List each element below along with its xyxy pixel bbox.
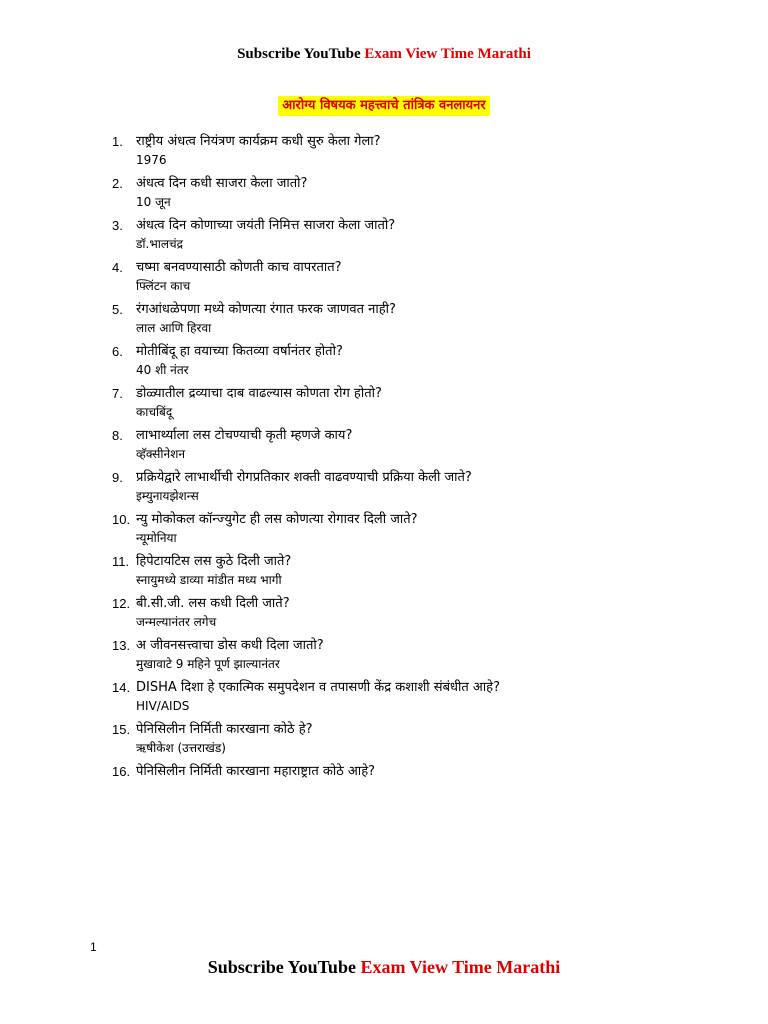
list-item (112, 300, 752, 336)
answer: 10 जून (136, 195, 171, 209)
question (112, 342, 752, 362)
list-item (112, 468, 752, 504)
list-item (112, 258, 752, 294)
list-item (112, 342, 752, 378)
question-text: हिपेटायटिस लस कुठे दिली जाते? (136, 554, 292, 569)
question (112, 678, 752, 698)
question-number: 6. (112, 344, 123, 359)
question-number: 8. (112, 428, 123, 443)
list-item (112, 552, 752, 588)
question-number: 16. (112, 764, 131, 779)
answer: ऋषीकेश (उत्तराखंड) (136, 741, 226, 755)
question-list (112, 132, 752, 782)
question-number: 9. (112, 470, 123, 485)
answer: जन्मल्यानंतर लगेच (136, 615, 217, 629)
question-text: पेनिसिलीन निर्मिती कारखाना कोठे हे? (136, 722, 313, 737)
question-number: 2. (112, 176, 123, 191)
question (112, 174, 752, 194)
answer: 40 शी नंतर (136, 363, 189, 377)
question-number: 13. (112, 638, 131, 653)
question (112, 384, 752, 404)
list-item (112, 636, 752, 672)
question (112, 594, 752, 614)
question (112, 426, 752, 446)
question-number: 15. (112, 722, 131, 737)
question-number: 10. (112, 512, 131, 527)
answer: फ्लिंटन काच (136, 279, 191, 293)
question-number: 1. (112, 134, 123, 149)
document-title: आरोग्य विषयक महत्त्वाचे तांत्रिक वनलायनर (278, 96, 489, 116)
answer: 1976 (136, 153, 167, 167)
list-item (112, 216, 752, 252)
header-channel: Exam View Time Marathi (364, 46, 531, 62)
list-item (112, 426, 752, 462)
answer: मुखावाटे 9 महिने पूर्ण झाल्यानंतर (136, 657, 280, 671)
list-item (112, 132, 752, 168)
question-text: रंगआंधळेपणा मध्ये कोणत्या रंगात फरक जाणवत नाही? (136, 302, 396, 317)
answer: न्यूमोनिया (136, 531, 177, 545)
footer-prefix: Subscribe YouTube (207, 957, 361, 977)
question (112, 552, 752, 572)
answer: व्हॅक्सीनेशन (136, 447, 186, 461)
question (112, 468, 752, 488)
question-text: डोळ्यातील द्रव्याचा दाब वाढल्यास कोणता रोग होतो? (136, 386, 382, 401)
question-text: पेनिसिलीन निर्मिती कारखाना महाराष्ट्रात कोठे आहे? (136, 764, 376, 779)
list-item (112, 678, 752, 714)
question (112, 636, 752, 656)
question-text: न्यु मोकोकल कॉन्ज्युगेट ही लस कोणत्या रोगावर दिली जाते? (136, 512, 418, 527)
question-text: प्रक्रियेद्वारे लाभार्थीची रोगप्रतिकार शक्ती वाढवण्याची प्रक्रिया केली जाते? (136, 470, 472, 485)
question-number: 7. (112, 386, 123, 401)
question-number: 3. (112, 218, 123, 233)
question-number: 12. (112, 596, 131, 611)
question-text: मोतीबिंदू हा वयाच्या कितव्या वर्षानंतर होतो? (136, 344, 343, 359)
list-item (112, 720, 752, 756)
question (112, 762, 752, 782)
page-header (0, 46, 768, 63)
question-text: अ जीवनसत्त्वाचा डोस कधी दिला जातो? (136, 638, 324, 653)
title-wrap (0, 94, 768, 116)
question-number: 4. (112, 260, 123, 275)
answer: लाल आणि हिरवा (136, 321, 212, 335)
answer: स्नायुमध्ये डाव्या मांडीत मध्य भागी (136, 573, 282, 587)
question-text: DISHA दिशा हे एकात्मिक समुपदेशन व तपासणी केंद्र कशाशी संबंधीत आहे? (136, 680, 500, 695)
answer: इम्युनायझेशन्स (136, 489, 199, 503)
question-text: चष्मा बनवण्यासाठी कोणती काच वापरतात? (136, 260, 342, 275)
question (112, 300, 752, 320)
list-item (112, 762, 752, 782)
list-item (112, 594, 752, 630)
question (112, 510, 752, 530)
list-item (112, 174, 752, 210)
list-item (112, 384, 752, 420)
question-number: 5. (112, 302, 123, 317)
footer-channel: Exam View Time Marathi (360, 957, 561, 977)
question-text: लाभार्थ्याला लस टोचण्याची कृती म्हणजे काय? (136, 428, 353, 443)
page-footer (0, 957, 768, 978)
list-item (112, 510, 752, 546)
question-number: 11. (112, 554, 130, 569)
question (112, 132, 752, 152)
question (112, 216, 752, 236)
page-number: 1 (90, 940, 97, 954)
answer: HIV/AIDS (136, 699, 190, 713)
question-text: राष्ट्रीय अंधत्व नियंत्रण कार्यक्रम कधी सुरु केला गेला? (136, 134, 381, 149)
question (112, 720, 752, 740)
answer: डॉ.भालचंद्र (136, 237, 184, 251)
question (112, 258, 752, 278)
question-text: अंधत्व दिन कोणाच्या जयंती निमित्त साजरा केला जातो? (136, 218, 396, 233)
question-text: बी.सी.जी. लस कधी दिली जाते? (136, 596, 290, 611)
question-text: अंधत्व दिन कधी साजरा केला जातो? (136, 176, 308, 191)
header-prefix: Subscribe YouTube (237, 46, 365, 62)
answer: काचबिंदू (136, 405, 173, 419)
question-number: 14. (112, 680, 131, 695)
